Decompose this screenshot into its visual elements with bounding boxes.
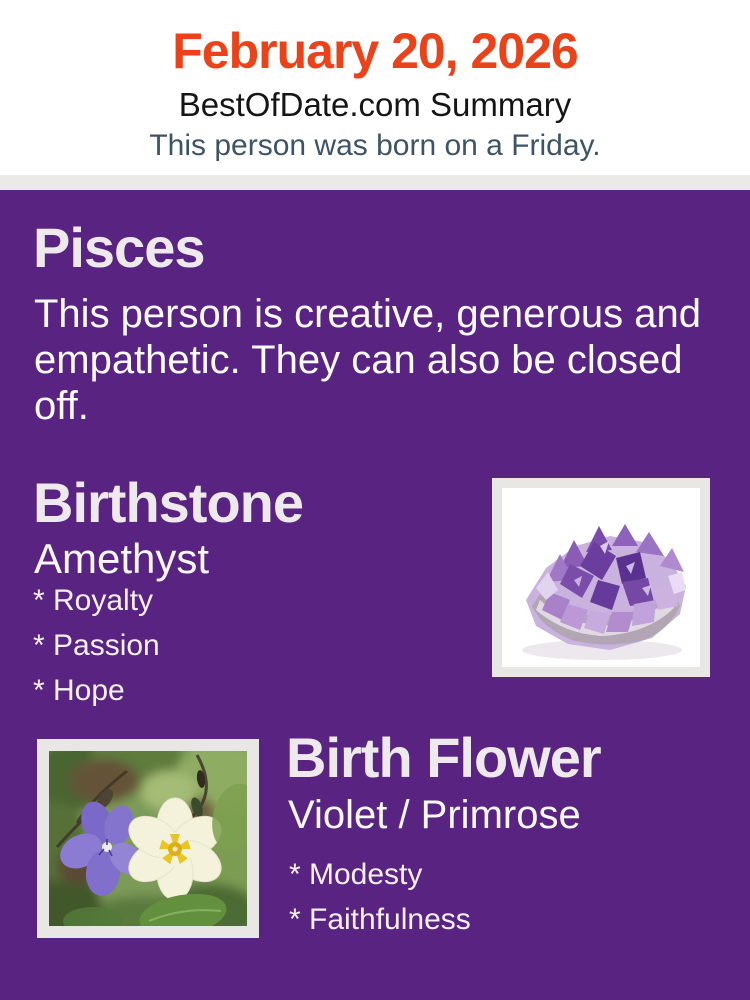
details-panel [0,190,750,1000]
birth-flower-trait: * Faithfulness [289,903,471,936]
date-title: February 20, 2026 [172,23,578,79]
zodiac-description: This person is creative, generous and empathetic. They can also be closed off. [34,292,702,428]
birthstone-trait: * Royalty [33,584,154,617]
amethyst-photo [492,478,710,677]
amethyst-crystal-illustration [502,488,700,667]
zodiac-sign-title: Pisces [33,216,205,279]
birth-flower-photo [37,739,259,938]
birth-flower-name: Violet / Primrose [288,793,581,837]
born-on-day-note: This person was born on a Friday. [149,129,601,162]
birthstone-title: Birthstone [33,471,303,534]
birthstone-trait: * Hope [33,674,125,707]
violet-primrose-illustration [49,751,247,926]
birth-flower-trait: * Modesty [289,858,423,891]
birthstone-name: Amethyst [34,535,210,582]
site-summary-title: BestOfDate.com Summary [178,86,572,123]
birthstone-trait: * Passion [33,629,160,662]
header-divider [0,175,750,190]
birth-flower-title: Birth Flower [286,726,601,789]
